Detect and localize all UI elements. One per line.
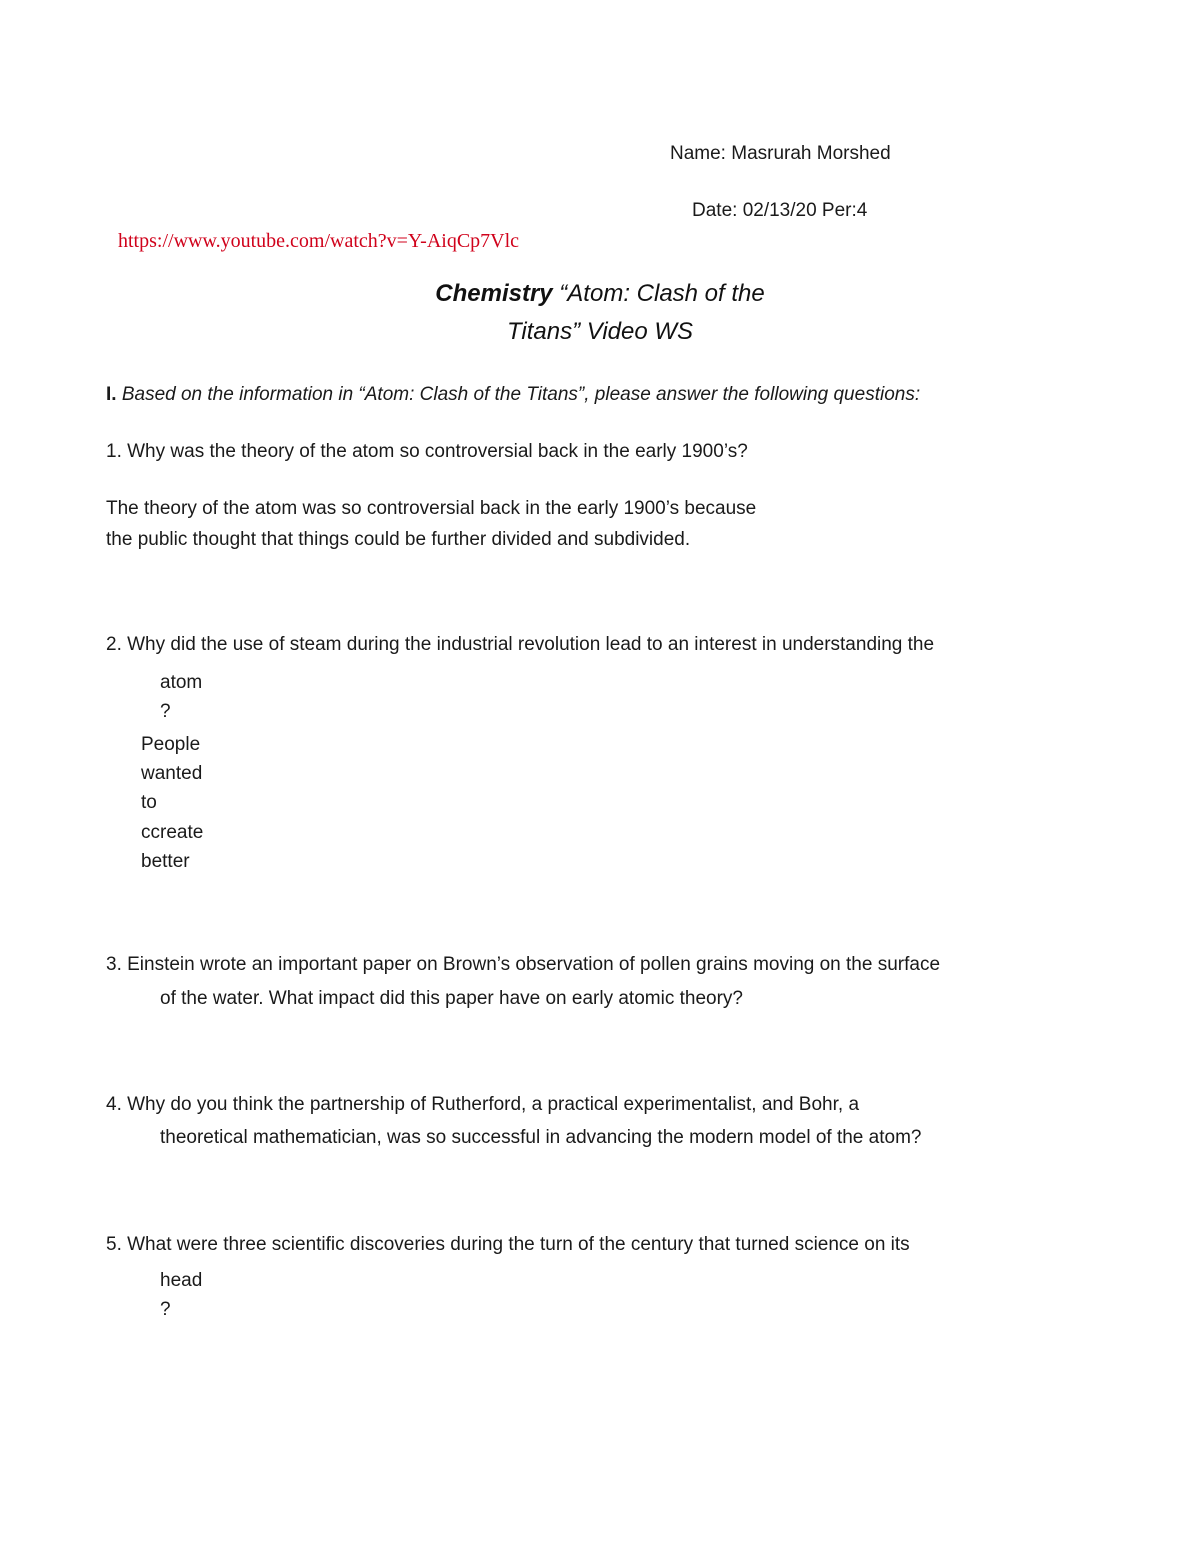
question-1: 1. Why was the theory of the atom so controversial back in the early 1900’s?	[106, 441, 748, 462]
instructions	[106, 384, 920, 406]
section-numeral: I.	[106, 384, 117, 405]
question-3-continuation: of the water. What impact did this paper have on early atomic theory?	[160, 988, 743, 1009]
question-2: 2. Why did the use of steam during the industrial revolution lead to an interest in understanding the	[106, 634, 935, 655]
title-subject: Chemistry	[435, 280, 553, 307]
question-5-continuation: head ?	[160, 1270, 203, 1320]
instructions-text: Based on the information in “Atom: Clash of the Titans”, please answer the following questions:	[116, 384, 921, 405]
worksheet-title-line-2: Titans” Video WS	[506, 318, 694, 345]
question-2-continuation: atom ?	[160, 672, 203, 722]
video-link[interactable]: https://www.youtube.com/watch?v=Y-AiqCp7Vlc	[118, 230, 520, 252]
worksheet-title-line-1	[0, 280, 1200, 308]
student-name: Name: Masrurah Morshed	[670, 143, 891, 164]
answer-2: People wanted to ccreate better	[141, 734, 204, 872]
question-5: 5. What were three scientific discoveries during the turn of the century that turned science on its	[106, 1234, 910, 1255]
question-3: 3. Einstein wrote an important paper on Brown’s observation of pollen grains moving on the surface	[106, 954, 941, 975]
question-4-continuation: theoretical mathematician, was so successful in advancing the modern model of the atom?	[160, 1127, 922, 1148]
title-line-1-rest: “Atom: Clash of the	[552, 280, 765, 307]
question-4: 4. Why do you think the partnership of Rutherford, a practical experimentalist, and Bohr, a	[106, 1094, 860, 1115]
answer-1-line-2: the public thought that things could be further divided and subdivided.	[106, 529, 691, 550]
date-period: Date: 02/13/20 Per:4	[692, 200, 868, 221]
answer-1-line-1: The theory of the atom was so controversial back in the early 1900’s because	[106, 498, 757, 519]
